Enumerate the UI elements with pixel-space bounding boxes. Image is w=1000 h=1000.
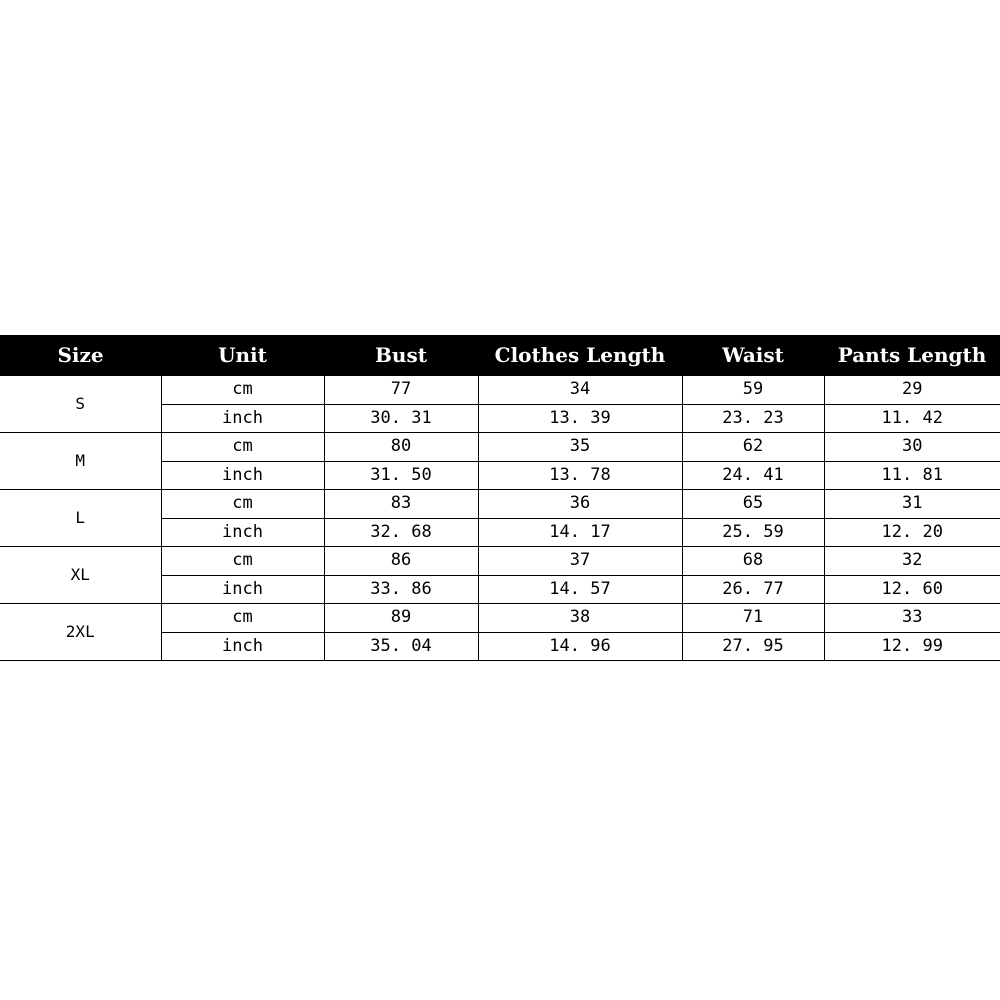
waist-cell: 27. 95 bbox=[682, 632, 824, 661]
header-unit: Unit bbox=[161, 335, 324, 376]
pants-length-cell: 31 bbox=[824, 490, 1000, 519]
clothes-length-cell: 13. 39 bbox=[478, 404, 682, 433]
pants-length-cell: 29 bbox=[824, 376, 1000, 405]
header-size: Size bbox=[0, 335, 161, 376]
header-clothes-length: Clothes Length bbox=[478, 335, 682, 376]
pants-length-cell: 12. 99 bbox=[824, 632, 1000, 661]
unit-cell: inch bbox=[161, 404, 324, 433]
pants-length-cell: 33 bbox=[824, 604, 1000, 633]
waist-cell: 26. 77 bbox=[682, 575, 824, 604]
waist-cell: 62 bbox=[682, 433, 824, 462]
table-row bbox=[0, 547, 1000, 576]
clothes-length-cell: 36 bbox=[478, 490, 682, 519]
size-cell: M bbox=[0, 433, 161, 490]
bust-cell: 89 bbox=[324, 604, 478, 633]
bust-cell: 35. 04 bbox=[324, 632, 478, 661]
header-row bbox=[0, 335, 1000, 376]
table-row bbox=[0, 376, 1000, 405]
bust-cell: 33. 86 bbox=[324, 575, 478, 604]
unit-cell: cm bbox=[161, 604, 324, 633]
size-cell: S bbox=[0, 376, 161, 433]
pants-length-cell: 12. 20 bbox=[824, 518, 1000, 547]
clothes-length-cell: 14. 96 bbox=[478, 632, 682, 661]
clothes-length-cell: 37 bbox=[478, 547, 682, 576]
bust-cell: 31. 50 bbox=[324, 461, 478, 490]
unit-cell: inch bbox=[161, 518, 324, 547]
clothes-length-cell: 35 bbox=[478, 433, 682, 462]
pants-length-cell: 30 bbox=[824, 433, 1000, 462]
waist-cell: 59 bbox=[682, 376, 824, 405]
waist-cell: 71 bbox=[682, 604, 824, 633]
size-cell: XL bbox=[0, 547, 161, 604]
bust-cell: 86 bbox=[324, 547, 478, 576]
unit-cell: inch bbox=[161, 461, 324, 490]
unit-cell: cm bbox=[161, 547, 324, 576]
unit-cell: cm bbox=[161, 490, 324, 519]
unit-cell: inch bbox=[161, 632, 324, 661]
bust-cell: 77 bbox=[324, 376, 478, 405]
bust-cell: 80 bbox=[324, 433, 478, 462]
pants-length-cell: 11. 81 bbox=[824, 461, 1000, 490]
bust-cell: 32. 68 bbox=[324, 518, 478, 547]
clothes-length-cell: 13. 78 bbox=[478, 461, 682, 490]
clothes-length-cell: 38 bbox=[478, 604, 682, 633]
header-pants-length: Pants Length bbox=[824, 335, 1000, 376]
waist-cell: 65 bbox=[682, 490, 824, 519]
bust-cell: 30. 31 bbox=[324, 404, 478, 433]
waist-cell: 23. 23 bbox=[682, 404, 824, 433]
waist-cell: 68 bbox=[682, 547, 824, 576]
unit-cell: inch bbox=[161, 575, 324, 604]
header-bust: Bust bbox=[324, 335, 478, 376]
table-row bbox=[0, 433, 1000, 462]
clothes-length-cell: 14. 57 bbox=[478, 575, 682, 604]
unit-cell: cm bbox=[161, 376, 324, 405]
pants-length-cell: 32 bbox=[824, 547, 1000, 576]
pants-length-cell: 11. 42 bbox=[824, 404, 1000, 433]
pants-length-cell: 12. 60 bbox=[824, 575, 1000, 604]
waist-cell: 25. 59 bbox=[682, 518, 824, 547]
size-chart-table bbox=[0, 335, 1000, 661]
size-chart bbox=[0, 335, 1000, 661]
bust-cell: 83 bbox=[324, 490, 478, 519]
unit-cell: cm bbox=[161, 433, 324, 462]
table-row bbox=[0, 604, 1000, 633]
clothes-length-cell: 14. 17 bbox=[478, 518, 682, 547]
size-cell: 2XL bbox=[0, 604, 161, 661]
size-cell: L bbox=[0, 490, 161, 547]
header-waist: Waist bbox=[682, 335, 824, 376]
waist-cell: 24. 41 bbox=[682, 461, 824, 490]
clothes-length-cell: 34 bbox=[478, 376, 682, 405]
table-row bbox=[0, 490, 1000, 519]
